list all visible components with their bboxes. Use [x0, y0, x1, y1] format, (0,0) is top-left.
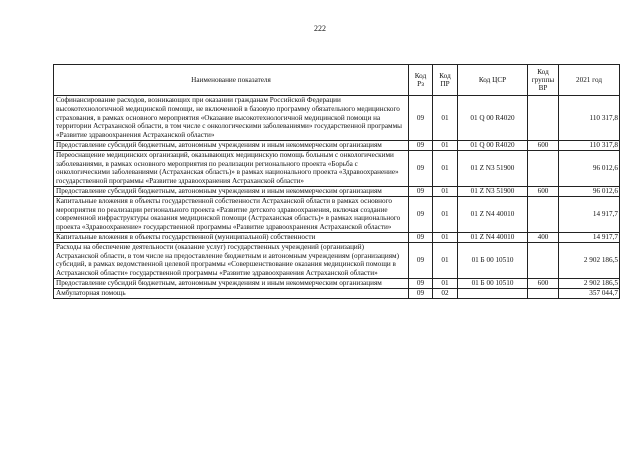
row-name: Предоставление субсидий бюджетным, автономным учреждениям и иным некоммерческим организациям — [54, 278, 409, 288]
row-vr — [528, 288, 559, 298]
row-name: Предоставление субсидий бюджетным, автономным учреждениям и иным некоммерческим организациям — [54, 140, 409, 150]
row-csr: 01 Б 00 10510 — [458, 278, 528, 288]
header-rz: Код Рз — [409, 65, 433, 96]
table-row — [54, 140, 620, 150]
header-name: Наименование показателя — [54, 65, 409, 96]
row-vr: 600 — [528, 186, 559, 196]
row-pr: 01 — [433, 196, 458, 232]
row-rz: 09 — [409, 186, 433, 196]
row-rz: 09 — [409, 140, 433, 150]
row-rz: 09 — [409, 232, 433, 242]
row-csr: 01 Z N4 40010 — [458, 232, 528, 242]
row-name: Амбулаторная помощь — [54, 288, 409, 298]
row-csr: 01 Z N3 51900 — [458, 186, 528, 196]
row-sum: 2 902 186,5 — [559, 242, 620, 278]
row-rz: 09 — [409, 288, 433, 298]
row-rz: 09 — [409, 150, 433, 186]
row-csr: 01 Z N3 51900 — [458, 150, 528, 186]
row-pr: 01 — [433, 242, 458, 278]
row-rz: 09 — [409, 96, 433, 141]
row-vr — [528, 150, 559, 186]
row-pr: 01 — [433, 96, 458, 141]
row-pr: 01 — [433, 140, 458, 150]
row-sum: 110 317,8 — [559, 140, 620, 150]
row-csr: 01 Q 00 R4020 — [458, 96, 528, 141]
row-csr: 01 Б 00 10510 — [458, 242, 528, 278]
row-vr: 600 — [528, 140, 559, 150]
row-pr: 01 — [433, 186, 458, 196]
row-sum: 14 917,7 — [559, 196, 620, 232]
row-name: Капитальные вложения в объекты государственной собственности Астраханской области в рамках основного мероприятия по реализации регионального проекта «Развитие детского здравоохранения, включая создание современной инфраструктуры оказания медицинской помощи (Астраханская область)» в рамках национального проекта «Здравоохранение» государственной программы «Развитие здравоохранения Астраханской области» — [54, 196, 409, 232]
row-name: Капитальные вложения в объекты государственной (муниципальной) собственности — [54, 232, 409, 242]
page-number: 222 — [314, 24, 326, 33]
header-sum: 2021 год — [559, 65, 620, 96]
row-sum: 357 044,7 — [559, 288, 620, 298]
row-vr: 600 — [528, 278, 559, 288]
header-vr: Код группы ВР — [528, 65, 559, 96]
row-csr: 01 Q 00 R4020 — [458, 140, 528, 150]
table-row — [54, 232, 620, 242]
budget-table — [53, 64, 620, 299]
row-rz: 09 — [409, 196, 433, 232]
row-vr — [528, 242, 559, 278]
row-pr: 01 — [433, 232, 458, 242]
row-sum: 96 012,6 — [559, 186, 620, 196]
header-csr: Код ЦСР — [458, 65, 528, 96]
row-sum: 96 012,6 — [559, 150, 620, 186]
row-name: Переоснащение медицинских организаций, оказывающих медицинскую помощь больным с онкологическими заболеваниями, в рамках основного мероприятия по реализации регионального проекта «Борьба с онкологическими заболеваниями (Астраханская область)» в рамках национального проекта «Здравоохранение» государственной программы «Развитие здравоохранения Астраханской области» — [54, 150, 409, 186]
row-pr: 01 — [433, 278, 458, 288]
table-row — [54, 288, 620, 298]
row-pr: 02 — [433, 288, 458, 298]
table-header-row — [54, 65, 620, 96]
row-sum: 110 317,8 — [559, 96, 620, 141]
row-name: Предоставление субсидий бюджетным, автономным учреждениям и иным некоммерческим организациям — [54, 186, 409, 196]
row-rz: 09 — [409, 278, 433, 288]
row-csr — [458, 288, 528, 298]
row-vr: 400 — [528, 232, 559, 242]
table-row — [54, 96, 620, 141]
row-sum: 2 902 186,5 — [559, 278, 620, 288]
table-row — [54, 196, 620, 232]
table-row — [54, 186, 620, 196]
table-row — [54, 150, 620, 186]
table-row — [54, 242, 620, 278]
row-name: Расходы на обеспечение деятельности (оказание услуг) государственных учреждений (организаций) Астраханской области, в том числе на предоставление бюджетным и автономным учреждениям (организациям) субсидий, в рамках ведомственной целевой программы «Совершенствование оказания медицинской помощи в Астраханской области» государственной программы «Развитие здравоохранения Астраханской области» — [54, 242, 409, 278]
row-vr — [528, 196, 559, 232]
table-row — [54, 278, 620, 288]
row-csr: 01 Z N4 40010 — [458, 196, 528, 232]
row-rz: 09 — [409, 242, 433, 278]
row-name: Софинансирование расходов, возникающих при оказании гражданам Российской Федерации высокотехнологичной медицинской помощи, не включенной в базовую программу обязательного медицинского страхования, в рамках основного мероприятия «Оказание высокотехнологичной медицинской помощи на территории Астраханской области, в том числе с онкологическими заболеваниями» государственной программы «Развитие здравоохранения Астраханской области» — [54, 96, 409, 141]
row-vr — [528, 96, 559, 141]
row-sum: 14 917,7 — [559, 232, 620, 242]
row-pr: 01 — [433, 150, 458, 186]
header-pr: Код ПР — [433, 65, 458, 96]
